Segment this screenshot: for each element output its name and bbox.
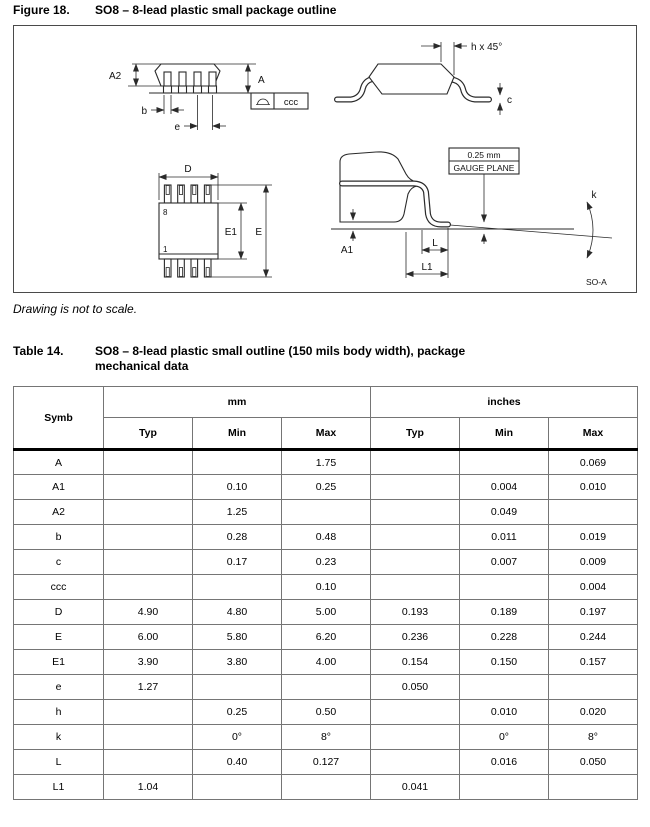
body-cross-section xyxy=(340,152,417,222)
header-mm-typ: Typ xyxy=(104,418,193,450)
value-cell: 4.90 xyxy=(104,600,193,625)
value-cell: 0.17 xyxy=(193,550,282,575)
value-cell xyxy=(282,500,371,525)
value-cell xyxy=(104,500,193,525)
dim-label-a1: A1 xyxy=(340,245,354,256)
table-row xyxy=(14,475,638,500)
value-cell xyxy=(460,450,549,475)
table-title-line2: mechanical data xyxy=(95,359,189,373)
symbol-cell: c xyxy=(14,550,104,575)
gauge-plane-label: GAUGE PLANE xyxy=(453,163,515,173)
value-cell: 0.004 xyxy=(460,475,549,500)
value-cell: 1.27 xyxy=(104,675,193,700)
header-mm-max: Max xyxy=(282,418,371,450)
value-cell: 0.157 xyxy=(549,650,638,675)
value-cell: 0° xyxy=(460,725,549,750)
value-cell: 0.011 xyxy=(460,525,549,550)
value-cell: 5.80 xyxy=(193,625,282,650)
value-cell xyxy=(371,700,460,725)
value-cell: 4.00 xyxy=(282,650,371,675)
top-view xyxy=(159,164,272,277)
value-cell: 6.20 xyxy=(282,625,371,650)
front-view xyxy=(109,64,308,133)
dim-label-a2: A2 xyxy=(109,71,122,82)
value-cell xyxy=(282,775,371,800)
header-mm: mm xyxy=(104,387,371,418)
value-cell: 0.40 xyxy=(193,750,282,775)
value-cell: 0.009 xyxy=(549,550,638,575)
top-view-leads-lower xyxy=(164,259,211,277)
value-cell xyxy=(371,525,460,550)
value-cell xyxy=(460,575,549,600)
table-row xyxy=(14,525,638,550)
value-cell xyxy=(193,675,282,700)
value-cell: 0.25 xyxy=(282,475,371,500)
dim-label-e-pitch: e xyxy=(174,122,180,133)
symbol-cell: ccc xyxy=(14,575,104,600)
value-cell: 0.020 xyxy=(549,700,638,725)
top-view-leads-upper xyxy=(164,185,211,203)
header-symb: Symb xyxy=(14,387,104,450)
symbol-cell: e xyxy=(14,675,104,700)
value-cell: 8° xyxy=(549,725,638,750)
value-cell: 0.049 xyxy=(460,500,549,525)
table-row xyxy=(14,775,638,800)
value-cell: 0.010 xyxy=(549,475,638,500)
table-row xyxy=(14,550,638,575)
value-cell: 0.189 xyxy=(460,600,549,625)
value-cell: 0.004 xyxy=(549,575,638,600)
value-cell: 0.244 xyxy=(549,625,638,650)
symbol-cell: L1 xyxy=(14,775,104,800)
package-variant-label: SO-A xyxy=(586,277,607,287)
pin8-label: 8 xyxy=(163,208,168,217)
table-caption xyxy=(13,344,465,374)
dim-label-a: A xyxy=(258,75,265,86)
value-cell: 0.25 xyxy=(193,700,282,725)
value-cell xyxy=(371,550,460,575)
table-row xyxy=(14,600,638,625)
value-cell xyxy=(460,675,549,700)
table-row xyxy=(14,750,638,775)
table-row xyxy=(14,675,638,700)
value-cell: 4.80 xyxy=(193,600,282,625)
value-cell: 0.50 xyxy=(282,700,371,725)
foot-angle-line xyxy=(450,225,612,238)
package-outline-drawing xyxy=(14,26,636,292)
value-cell: 0.050 xyxy=(549,750,638,775)
pin1-label: 1 xyxy=(163,245,168,254)
value-cell xyxy=(282,675,371,700)
ccc-label: ccc xyxy=(283,97,299,108)
value-cell xyxy=(460,775,549,800)
header-inches: inches xyxy=(371,387,638,418)
table-title xyxy=(95,344,465,374)
symbol-cell: A xyxy=(14,450,104,475)
table-body xyxy=(14,450,638,800)
value-cell: 0.10 xyxy=(193,475,282,500)
figure-caption xyxy=(13,3,336,18)
value-cell: 0.228 xyxy=(460,625,549,650)
table-number: Table 14. xyxy=(13,344,64,358)
table-row xyxy=(14,700,638,725)
value-cell: 3.80 xyxy=(193,650,282,675)
value-cell: 1.25 xyxy=(193,500,282,525)
table-title-line1: SO8 – 8-lead plastic small outline (150 mils body width), package xyxy=(95,344,466,358)
value-cell: 3.90 xyxy=(104,650,193,675)
value-cell xyxy=(193,575,282,600)
package-body-outline xyxy=(159,203,218,259)
dim-label-b: b xyxy=(141,106,147,117)
value-cell: 1.04 xyxy=(104,775,193,800)
value-cell xyxy=(371,475,460,500)
value-cell xyxy=(371,450,460,475)
symbol-cell: E1 xyxy=(14,650,104,675)
value-cell xyxy=(104,575,193,600)
value-cell xyxy=(371,725,460,750)
symbol-cell: A1 xyxy=(14,475,104,500)
value-cell: 0.48 xyxy=(282,525,371,550)
value-cell: 0.10 xyxy=(282,575,371,600)
value-cell xyxy=(104,700,193,725)
value-cell: 0.193 xyxy=(371,600,460,625)
dim-label-d: D xyxy=(184,164,192,175)
dim-label-h45: h x 45° xyxy=(471,42,503,53)
value-cell: 0.154 xyxy=(371,650,460,675)
table-row xyxy=(14,575,638,600)
value-cell: 0.23 xyxy=(282,550,371,575)
symbol-cell: E xyxy=(14,625,104,650)
figure-note: Drawing is not to scale. xyxy=(13,302,138,316)
table-row xyxy=(14,725,638,750)
symbol-cell: A2 xyxy=(14,500,104,525)
value-cell xyxy=(371,750,460,775)
header-mm-min: Min xyxy=(193,418,282,450)
symbol-cell: L xyxy=(14,750,104,775)
value-cell: 6.00 xyxy=(104,625,193,650)
symbol-cell: D xyxy=(14,600,104,625)
value-cell: 0.010 xyxy=(460,700,549,725)
value-cell: 0.041 xyxy=(371,775,460,800)
value-cell xyxy=(193,450,282,475)
value-cell xyxy=(104,525,193,550)
dim-label-l1: L1 xyxy=(421,262,433,273)
value-cell: 0.236 xyxy=(371,625,460,650)
table-row xyxy=(14,500,638,525)
value-cell xyxy=(549,775,638,800)
value-cell xyxy=(549,675,638,700)
symbol-cell: k xyxy=(14,725,104,750)
symbol-cell: h xyxy=(14,700,104,725)
dim-label-e1: E1 xyxy=(224,227,237,238)
value-cell: 1.75 xyxy=(282,450,371,475)
value-cell: 0.127 xyxy=(282,750,371,775)
dim-label-c: c xyxy=(507,95,512,106)
value-cell xyxy=(104,725,193,750)
lead-detail-view xyxy=(331,148,612,287)
value-cell xyxy=(193,775,282,800)
value-cell: 8° xyxy=(282,725,371,750)
value-cell: 0.28 xyxy=(193,525,282,550)
value-cell xyxy=(104,450,193,475)
value-cell: 0.069 xyxy=(549,450,638,475)
table-row xyxy=(14,625,638,650)
dim-label-e: E xyxy=(255,227,262,238)
header-in-max: Max xyxy=(549,418,638,450)
figure-number: Figure 18. xyxy=(13,3,70,17)
dim-label-l: L xyxy=(432,238,438,249)
header-in-typ: Typ xyxy=(371,418,460,450)
value-cell xyxy=(371,575,460,600)
value-cell xyxy=(549,500,638,525)
value-cell xyxy=(104,550,193,575)
value-cell: 0.050 xyxy=(371,675,460,700)
value-cell: 0° xyxy=(193,725,282,750)
header-in-min: Min xyxy=(460,418,549,450)
value-cell: 0.016 xyxy=(460,750,549,775)
value-cell xyxy=(371,500,460,525)
ccc-control-frame xyxy=(251,93,308,109)
gauge-value-label: 0.25 mm xyxy=(467,150,501,160)
table-row xyxy=(14,650,638,675)
value-cell xyxy=(104,750,193,775)
mechanical-data-table xyxy=(13,386,638,800)
value-cell: 0.007 xyxy=(460,550,549,575)
symbol-cell: b xyxy=(14,525,104,550)
value-cell xyxy=(104,475,193,500)
dim-label-k: k xyxy=(591,190,597,201)
figure-box xyxy=(13,25,637,293)
figure-title: SO8 – 8-lead plastic small package outline xyxy=(95,3,337,17)
table-header xyxy=(14,387,638,450)
table-row xyxy=(14,450,638,475)
value-cell: 0.150 xyxy=(460,650,549,675)
value-cell: 0.019 xyxy=(549,525,638,550)
value-cell: 0.197 xyxy=(549,600,638,625)
value-cell: 5.00 xyxy=(282,600,371,625)
side-view xyxy=(337,42,512,115)
